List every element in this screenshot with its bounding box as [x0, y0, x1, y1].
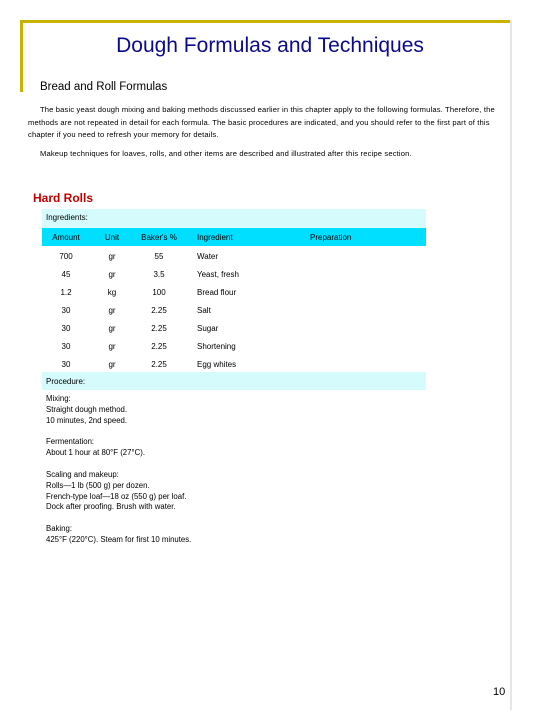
ingredients-band [42, 209, 426, 228]
cell-bakers-percent: 2.25 [151, 360, 167, 369]
page-subtitle: Bread and Roll Formulas [40, 81, 168, 93]
frame-top-rule [20, 20, 510, 23]
column-header-bakers-percent: Baker's % [141, 233, 177, 242]
cell-amount: 30 [61, 360, 71, 369]
procedure-band [42, 372, 426, 390]
recipe-title: Hard Rolls [33, 191, 94, 205]
intro-paragraph: The basic yeast dough mixing and baking methods discussed earlier in this chapter apply to the following formulas. Therefore, the methods are not repeated in detail for each formula. The basic procedures are indicated, and you should refer to the first part of this chapter if you need to refresh your memory for details. [28, 105, 495, 140]
cell-ingredient: Shortening [197, 342, 236, 351]
step-heading: Fermentation: [46, 437, 95, 446]
cell-ingredient: Egg whites [197, 360, 237, 369]
cell-amount: 1.2 [60, 288, 72, 297]
cell-unit: gr [108, 306, 116, 315]
frame-right-rule [510, 20, 512, 710]
step-line: Straight dough method. [46, 404, 128, 414]
step-line: About 1 hour at 80°F (27°C). [46, 447, 145, 457]
column-header-amount: Amount [52, 233, 80, 242]
step-heading: Baking: [46, 524, 73, 533]
step-line: Rolls—1 lb (500 g) per dozen. [46, 480, 150, 490]
cell-bakers-percent: 2.25 [151, 306, 167, 315]
page-title: Dough Formulas and Techniques [116, 34, 424, 57]
step-heading: Mixing: [46, 394, 71, 403]
step-heading: Scaling and makeup: [46, 470, 119, 479]
step-line: French-type loaf—18 oz (550 g) per loaf. [46, 491, 187, 501]
cell-amount: 700 [59, 252, 73, 261]
procedure-step-fermentation [46, 437, 145, 459]
cell-ingredient: Water [197, 252, 219, 261]
cell-ingredient: Bread flour [197, 288, 237, 297]
cell-bakers-percent: 2.25 [151, 324, 167, 333]
cell-ingredient: Salt [197, 306, 211, 315]
procedure-step-mixing [46, 394, 127, 426]
cell-unit: gr [108, 324, 116, 333]
column-header-ingredient: Ingredient [197, 233, 233, 242]
column-header-unit: Unit [104, 233, 120, 242]
cell-unit: gr [108, 342, 116, 351]
cell-amount: 45 [61, 270, 71, 279]
cell-amount: 30 [61, 306, 71, 315]
step-line: 425°F (220°C). Steam for first 10 minutes. [46, 534, 192, 544]
column-header-preparation: Preparation [310, 233, 352, 242]
cell-unit: gr [108, 252, 116, 261]
procedure-label: Procedure: [46, 377, 86, 386]
step-line: 10 minutes, 2nd speed. [46, 415, 128, 425]
cell-unit: gr [108, 360, 116, 369]
cell-amount: 30 [61, 342, 71, 351]
procedure-step-scaling-makeup [46, 470, 186, 513]
page-number: 10 [493, 686, 506, 698]
cell-bakers-percent: 55 [154, 252, 164, 261]
cell-bakers-percent: 3.5 [153, 270, 165, 279]
step-line: Dock after proofing. Brush with water. [46, 502, 176, 512]
cell-amount: 30 [61, 324, 71, 333]
cell-ingredient: Yeast, fresh [197, 270, 239, 279]
cell-bakers-percent: 100 [152, 288, 166, 297]
procedure-step-baking [46, 524, 191, 546]
cell-bakers-percent: 2.25 [151, 342, 167, 351]
ingredients-label: Ingredients: [46, 213, 88, 222]
cell-ingredient: Sugar [197, 324, 219, 333]
cell-unit: kg [107, 288, 117, 297]
makeup-paragraph: Makeup techniques for loaves, rolls, and other items are described and illustrated after this recipe section. [40, 149, 412, 158]
cell-unit: gr [108, 270, 116, 279]
